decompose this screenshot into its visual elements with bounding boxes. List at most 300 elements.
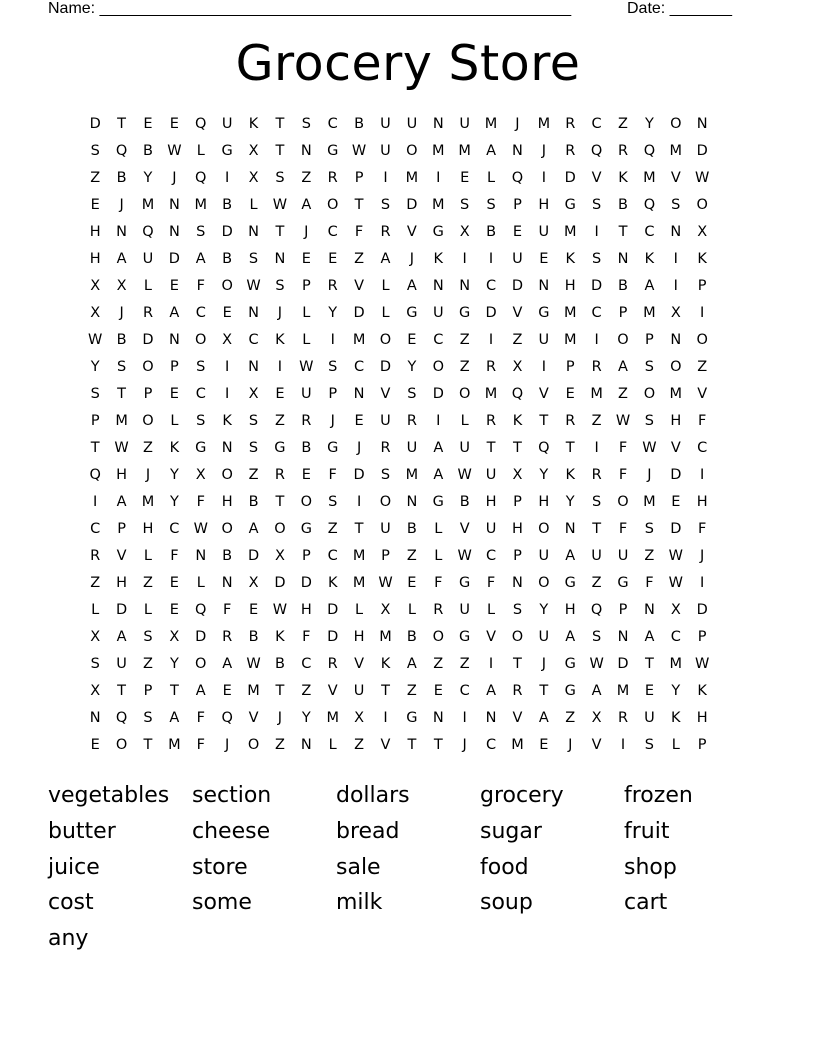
grid-letter[interactable]: V [327,683,338,699]
grid-letter[interactable]: N [300,143,312,159]
grid-letter[interactable]: E [248,602,259,618]
grid-letter[interactable]: S [380,197,391,213]
grid-letter[interactable]: T [275,683,285,699]
grid-letter[interactable]: E [433,683,443,699]
grid-letter[interactable]: Y [644,116,654,132]
grid-letter[interactable]: Z [274,413,285,429]
grid-letter[interactable]: F [434,575,443,591]
grid-letter[interactable]: M [141,494,155,510]
grid-letter[interactable]: N [432,710,444,726]
grid-letter[interactable]: A [116,251,127,267]
grid-letter[interactable]: V [512,710,523,726]
grid-letter[interactable]: E [301,251,311,267]
grid-letter[interactable]: A [406,656,417,672]
grid-letter[interactable]: T [354,521,364,537]
grid-letter[interactable]: C [697,440,708,456]
grid-letter[interactable]: G [459,575,471,591]
grid-letter[interactable]: Z [459,359,470,375]
grid-letter[interactable]: H [89,251,101,267]
grid-letter[interactable]: J [541,143,546,159]
grid-letter[interactable]: G [459,629,471,645]
grid-letter[interactable]: Q [590,602,603,618]
grid-letter[interactable]: J [541,656,546,672]
grid-letter[interactable]: Q [511,170,524,186]
grid-letter[interactable]: S [407,386,417,402]
grid-letter[interactable]: S [196,359,206,375]
grid-letter[interactable]: I [700,305,705,321]
grid-letter[interactable]: A [433,440,444,456]
grid-letter[interactable]: I [594,224,599,240]
grid-letter[interactable]: C [591,305,602,321]
grid-letter[interactable]: M [432,143,445,159]
grid-letter[interactable]: G [327,143,339,159]
grid-letter[interactable]: T [407,737,417,753]
grid-letter[interactable]: F [698,413,707,429]
grid-letter[interactable]: P [143,683,153,699]
grid-letter[interactable]: I [225,359,230,375]
grid-letter[interactable]: G [564,656,576,672]
grid-letter[interactable]: X [670,305,681,321]
grid-letter[interactable]: Q [538,440,550,456]
grid-letter[interactable]: T [117,386,127,402]
grid-letter[interactable]: G [221,143,233,159]
grid-letter[interactable]: T [117,116,127,132]
grid-letter[interactable]: C [195,305,206,321]
grid-letter[interactable]: X [670,602,681,618]
grid-letter[interactable]: N [195,548,207,564]
grid-letter[interactable]: P [301,548,311,564]
grid-letter[interactable]: I [673,251,678,267]
grid-letter[interactable]: L [302,305,311,321]
grid-letter[interactable]: X [248,170,259,186]
grid-letter[interactable]: E [671,494,681,510]
grid-letter[interactable]: I [541,359,546,375]
grid-letter[interactable]: P [90,413,100,429]
grid-letter[interactable]: O [221,278,233,294]
grid-letter[interactable]: M [643,305,656,321]
grid-letter[interactable]: M [563,224,577,240]
grid-letter[interactable]: O [696,332,708,348]
grid-letter[interactable]: U [617,548,629,564]
grid-letter[interactable]: J [172,170,177,186]
grid-letter[interactable]: R [380,224,391,240]
grid-letter[interactable]: I [462,251,467,267]
grid-letter[interactable]: K [565,251,575,267]
grid-letter[interactable]: N [485,710,497,726]
grid-letter[interactable]: W [457,548,472,564]
grid-letter[interactable]: O [538,575,550,591]
grid-letter[interactable]: N [168,197,180,213]
grid-letter[interactable]: E [407,575,417,591]
grid-letter[interactable]: V [380,386,391,402]
grid-letter[interactable]: T [565,440,575,456]
grid-letter[interactable]: Z [274,737,285,753]
grid-letter[interactable]: T [275,494,285,510]
grid-letter[interactable]: M [352,548,366,564]
grid-letter[interactable]: T [275,143,285,159]
grid-letter[interactable]: R [617,710,629,726]
grid-letter[interactable]: Z [354,251,365,267]
name-field[interactable]: Name: _____________________________________________________ [48,0,572,17]
grid-letter[interactable]: F [354,224,364,240]
grid-letter[interactable]: M [669,386,683,402]
grid-letter[interactable]: T [513,440,522,456]
grid-letter[interactable]: N [221,575,233,591]
grid-letter[interactable]: X [222,332,233,348]
grid-letter[interactable]: L [196,143,205,159]
grid-letter[interactable]: R [327,656,338,672]
grid-letter[interactable]: N [564,521,576,537]
grid-letter[interactable]: W [351,143,367,159]
grid-letter[interactable]: S [275,170,285,186]
grid-letter[interactable]: L [460,413,469,429]
grid-letter[interactable]: O [670,359,682,375]
grid-letter[interactable]: R [565,143,576,159]
grid-letter[interactable]: U [538,224,550,240]
grid-letter[interactable]: L [355,602,364,618]
grid-letter[interactable]: F [486,575,496,591]
grid-letter[interactable]: P [645,332,654,348]
grid-letter[interactable]: O [142,359,154,375]
grid-letter[interactable]: H [353,629,365,645]
grid-letter[interactable]: V [670,440,681,456]
grid-letter[interactable]: S [90,656,100,672]
grid-letter[interactable]: W [88,332,103,348]
grid-letter[interactable]: D [274,575,286,591]
grid-letter[interactable]: E [169,116,179,132]
grid-letter[interactable]: Q [142,224,154,240]
grid-letter[interactable]: I [225,170,230,186]
grid-letter[interactable]: A [486,683,497,699]
grid-letter[interactable]: A [565,629,576,645]
grid-letter[interactable]: F [170,548,179,564]
grid-letter[interactable]: M [484,386,498,402]
grid-letter[interactable]: Z [565,710,576,726]
grid-letter[interactable]: F [618,440,628,456]
grid-letter[interactable]: E [169,386,179,402]
grid-letter[interactable]: A [169,710,180,726]
grid-letter[interactable]: U [538,629,550,645]
date-field[interactable]: Date: _______ [627,0,732,17]
grid-letter[interactable]: T [169,683,179,699]
grid-letter[interactable]: S [328,359,338,375]
grid-letter[interactable]: I [436,413,441,429]
grid-letter[interactable]: H [564,278,576,294]
grid-letter[interactable]: A [195,251,206,267]
grid-letter[interactable]: Q [195,602,207,618]
grid-letter[interactable]: D [353,305,365,321]
grid-letter[interactable]: P [618,305,628,321]
grid-letter[interactable]: F [618,467,628,483]
grid-letter[interactable]: U [538,548,550,564]
grid-letter[interactable]: T [513,656,522,672]
grid-letter[interactable]: R [406,413,417,429]
grid-letter[interactable]: B [486,224,497,240]
grid-letter[interactable]: N [617,629,629,645]
grid-letter[interactable]: R [617,143,629,159]
grid-letter[interactable]: U [538,332,550,348]
grid-letter[interactable]: I [356,494,362,510]
grid-letter[interactable]: E [301,467,311,483]
grid-letter[interactable]: X [90,305,101,321]
grid-letter[interactable]: D [221,224,233,240]
grid-letter[interactable]: T [539,413,549,429]
grid-letter[interactable]: M [511,737,524,753]
grid-letter[interactable]: P [697,629,707,645]
grid-letter[interactable]: N [353,386,365,402]
grid-letter[interactable]: P [169,359,179,375]
grid-letter[interactable]: A [433,467,444,483]
grid-letter[interactable]: O [379,332,392,348]
grid-letter[interactable]: X [697,224,708,240]
grid-letter[interactable]: A [169,305,180,321]
grid-letter[interactable]: Y [143,170,153,186]
grid-letter[interactable]: O [221,467,233,483]
grid-letter[interactable]: N [432,116,444,132]
grid-letter[interactable]: E [143,116,153,132]
grid-letter[interactable]: L [196,575,205,591]
grid-letter[interactable]: I [488,332,494,348]
grid-letter[interactable]: Y [169,467,179,483]
grid-letter[interactable]: R [222,629,233,645]
grid-letter[interactable]: V [354,278,365,294]
grid-letter[interactable]: S [380,467,391,483]
grid-letter[interactable]: O [195,656,207,672]
grid-letter[interactable]: T [539,683,549,699]
grid-letter[interactable]: M [537,116,551,132]
grid-letter[interactable]: M [458,143,471,159]
grid-letter[interactable]: H [116,467,128,483]
grid-letter[interactable]: Z [301,683,312,699]
grid-letter[interactable]: P [697,278,707,294]
grid-letter[interactable]: J [568,737,573,753]
grid-letter[interactable]: L [249,197,258,213]
grid-letter[interactable]: V [459,521,470,537]
grid-letter[interactable]: S [460,197,470,213]
grid-letter[interactable]: Z [301,170,312,186]
grid-letter[interactable]: D [670,467,682,483]
grid-letter[interactable]: B [143,143,153,159]
grid-letter[interactable]: W [299,359,314,375]
grid-letter[interactable]: C [591,116,602,132]
grid-letter[interactable]: B [222,548,233,564]
grid-letter[interactable]: N [670,224,682,240]
grid-letter[interactable]: N [617,251,629,267]
grid-letter[interactable]: U [116,656,127,672]
grid-letter[interactable]: T [143,737,153,753]
grid-letter[interactable]: V [116,548,127,564]
grid-letter[interactable]: F [645,575,654,591]
grid-letter[interactable]: H [142,521,154,537]
grid-letter[interactable]: S [301,116,311,132]
grid-letter[interactable]: Y [539,602,549,618]
grid-letter[interactable]: C [301,656,312,672]
grid-letter[interactable]: J [515,116,520,132]
grid-letter[interactable]: E [169,575,179,591]
grid-letter[interactable]: M [484,116,498,132]
grid-letter[interactable]: X [354,710,365,726]
grid-letter[interactable]: H [538,197,550,213]
grid-letter[interactable]: J [277,305,283,321]
grid-letter[interactable]: C [485,737,497,753]
grid-letter[interactable]: N [248,224,259,240]
grid-letter[interactable]: O [432,629,444,645]
grid-letter[interactable]: O [696,197,708,213]
grid-letter[interactable]: O [221,521,233,537]
grid-letter[interactable]: P [618,602,628,618]
grid-letter[interactable]: T [433,737,443,753]
grid-letter[interactable]: N [538,278,550,294]
grid-letter[interactable]: M [669,143,683,159]
grid-letter[interactable]: V [248,710,259,726]
grid-letter[interactable]: F [196,494,205,510]
grid-letter[interactable]: H [300,602,312,618]
grid-letter[interactable]: Q [643,197,656,213]
grid-letter[interactable]: D [617,656,629,672]
grid-letter[interactable]: S [592,197,602,213]
grid-letter[interactable]: I [594,440,599,456]
grid-letter[interactable]: Y [539,467,549,483]
grid-letter[interactable]: X [248,143,259,159]
grid-letter[interactable]: K [618,170,628,186]
grid-letter[interactable]: V [354,656,365,672]
grid-letter[interactable]: A [406,278,417,294]
grid-letter[interactable]: H [538,494,550,510]
grid-letter[interactable]: Q [590,143,603,159]
grid-letter[interactable]: A [565,548,576,564]
grid-letter[interactable]: Z [459,332,470,348]
grid-letter[interactable]: W [378,575,393,591]
grid-letter[interactable]: D [379,359,392,375]
grid-letter[interactable]: B [116,332,127,348]
grid-letter[interactable]: O [432,359,444,375]
grid-letter[interactable]: S [592,494,602,510]
grid-letter[interactable]: I [462,710,467,726]
grid-letter[interactable]: S [90,386,100,402]
grid-letter[interactable]: O [406,143,418,159]
grid-letter[interactable]: Y [301,710,311,726]
grid-letter[interactable]: Q [221,710,233,726]
grid-letter[interactable]: E [407,332,417,348]
grid-letter[interactable]: Q [195,116,207,132]
grid-letter[interactable]: X [90,683,101,699]
grid-letter[interactable]: R [486,359,497,375]
grid-letter[interactable]: W [615,413,631,429]
grid-letter[interactable]: K [671,710,681,726]
grid-letter[interactable]: S [486,197,496,213]
grid-letter[interactable]: A [538,710,549,726]
grid-letter[interactable]: L [487,170,496,186]
grid-letter[interactable]: J [700,548,705,564]
grid-letter[interactable]: R [486,413,497,429]
grid-letter[interactable]: W [695,170,710,186]
grid-letter[interactable]: M [352,575,366,591]
grid-letter[interactable]: Y [169,494,179,510]
grid-letter[interactable]: V [538,386,549,402]
grid-letter[interactable]: H [485,494,497,510]
grid-letter[interactable]: U [485,467,497,483]
grid-letter[interactable]: O [300,494,313,510]
grid-letter[interactable]: U [512,251,523,267]
grid-letter[interactable]: N [89,710,101,726]
grid-letter[interactable]: Q [89,467,101,483]
grid-letter[interactable]: M [326,710,339,726]
grid-letter[interactable]: R [301,413,312,429]
grid-letter[interactable]: D [327,602,339,618]
grid-letter[interactable]: D [670,521,682,537]
grid-letter[interactable]: G [538,305,550,321]
grid-letter[interactable]: A [116,494,127,510]
grid-letter[interactable]: C [90,521,101,537]
grid-letter[interactable]: R [565,413,576,429]
grid-letter[interactable]: I [488,656,494,672]
grid-letter[interactable]: N [274,251,286,267]
grid-letter[interactable]: O [327,197,339,213]
grid-letter[interactable]: I [488,251,494,267]
grid-letter[interactable]: D [353,467,365,483]
grid-letter[interactable]: L [143,602,153,618]
grid-letter[interactable]: W [668,575,683,591]
grid-letter[interactable]: B [222,197,233,213]
grid-letter[interactable]: M [141,197,155,213]
grid-letter[interactable]: A [644,629,655,645]
grid-letter[interactable]: Z [618,386,628,402]
grid-letter[interactable]: L [170,413,179,429]
grid-letter[interactable]: N [696,116,708,132]
grid-letter[interactable]: B [618,278,628,294]
grid-letter[interactable]: R [90,548,101,564]
grid-letter[interactable]: Z [90,170,101,186]
grid-letter[interactable]: N [168,332,180,348]
grid-letter[interactable]: A [222,656,233,672]
grid-letter[interactable]: D [195,629,207,645]
grid-letter[interactable]: X [169,629,180,645]
grid-letter[interactable]: K [697,251,707,267]
grid-letter[interactable]: K [327,575,338,591]
grid-letter[interactable]: E [565,386,575,402]
grid-letter[interactable]: P [513,494,522,510]
grid-letter[interactable]: G [195,440,207,456]
grid-letter[interactable]: S [196,224,206,240]
grid-letter[interactable]: E [539,737,549,753]
grid-letter[interactable]: A [380,251,391,267]
grid-letter[interactable]: U [380,116,391,132]
grid-letter[interactable]: P [143,386,153,402]
grid-letter[interactable]: T [592,521,602,537]
grid-letter[interactable]: N [406,494,418,510]
grid-letter[interactable]: S [512,602,523,618]
grid-letter[interactable]: Z [618,116,628,132]
grid-letter[interactable]: V [591,170,602,186]
grid-letter[interactable]: A [195,683,206,699]
grid-letter[interactable]: Z [591,413,602,429]
grid-letter[interactable]: F [618,521,628,537]
grid-letter[interactable]: H [696,710,708,726]
grid-letter[interactable]: Y [671,683,681,699]
grid-letter[interactable]: S [671,197,681,213]
grid-letter[interactable]: I [383,710,388,726]
grid-letter[interactable]: E [90,737,100,753]
grid-letter[interactable]: H [696,494,708,510]
grid-letter[interactable]: Z [354,737,365,753]
grid-letter[interactable]: Q [643,143,656,159]
grid-letter[interactable]: N [643,602,655,618]
grid-letter[interactable]: V [512,305,523,321]
grid-letter[interactable]: G [564,683,576,699]
grid-letter[interactable]: C [195,386,206,402]
grid-letter[interactable]: K [512,413,523,429]
grid-letter[interactable]: G [459,305,471,321]
